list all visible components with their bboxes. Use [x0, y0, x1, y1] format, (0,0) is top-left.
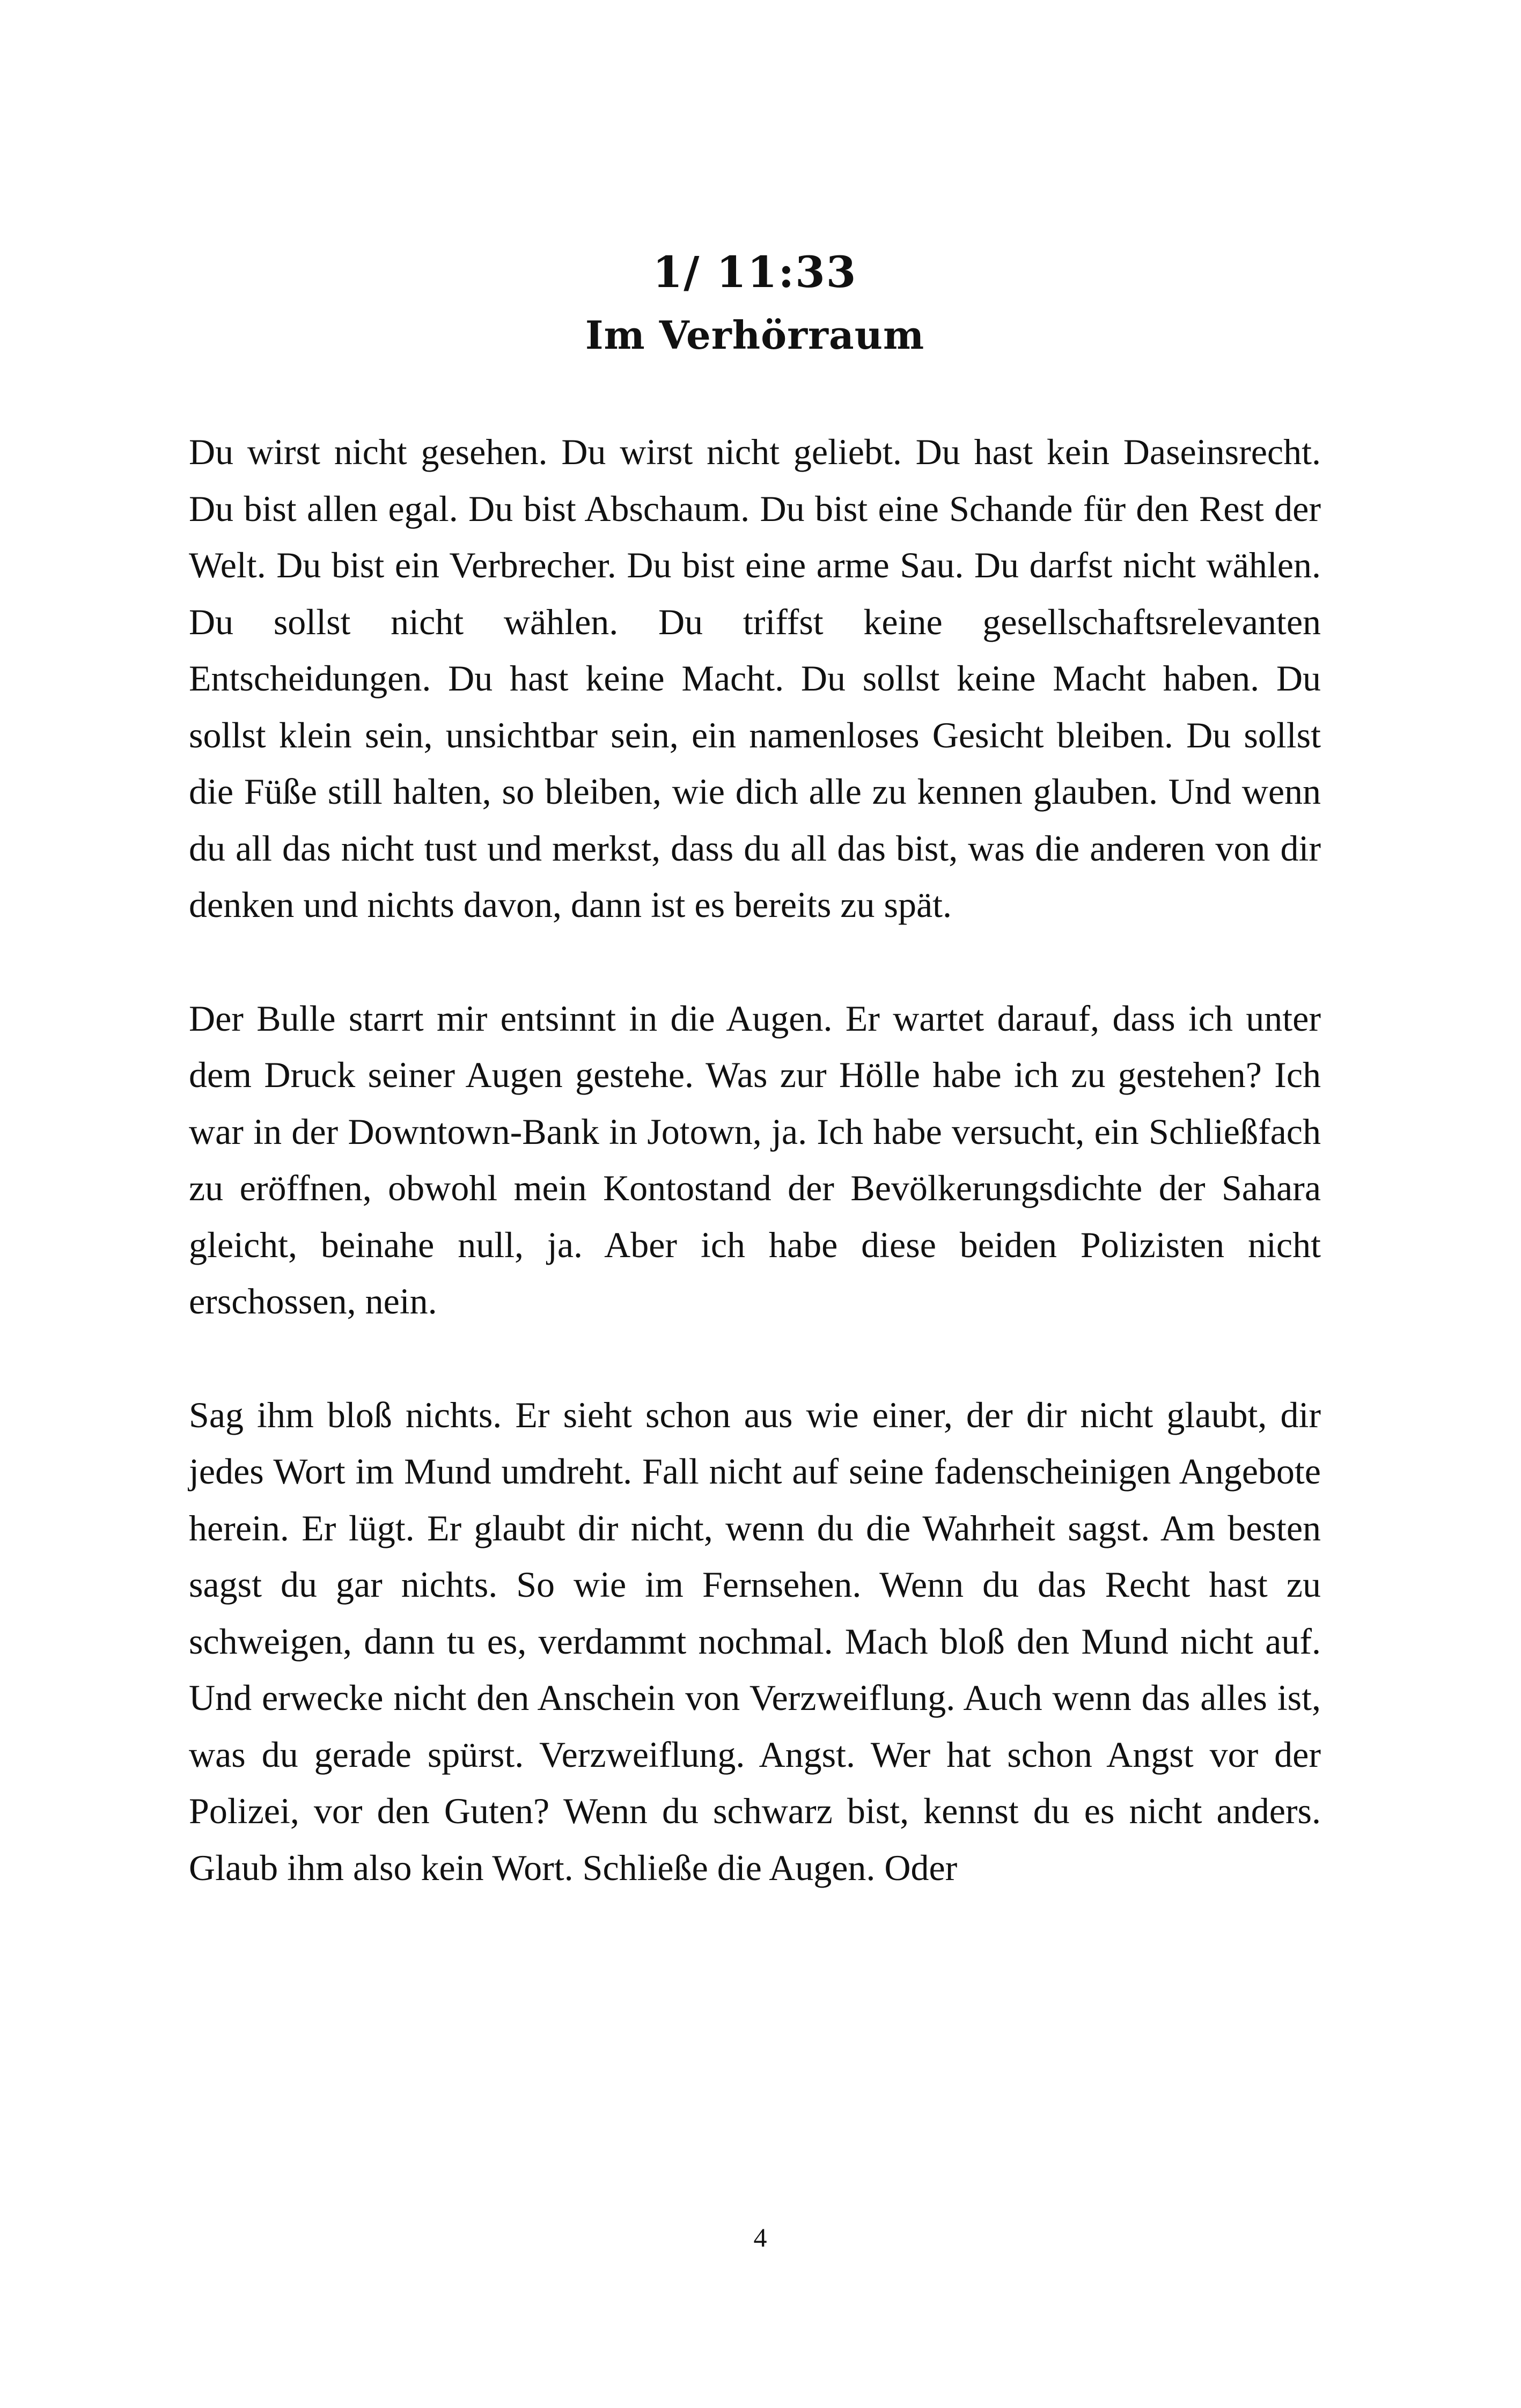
body-text	[189, 424, 1321, 1953]
paragraph-1: Du wirst nicht gesehen. Du wirst nicht geliebt. Du hast kein Daseinsrecht. Du bist allen egal. Du bist Abschaum. Du bist eine Schande für den Rest der Welt. Du bist ein Verbrecher. Du bist eine arme Sau. Du darfst nicht wählen. Du sollst nicht wählen. Du triffst keine gesellschaftsrelevanten Entscheidungen. Du hast keine Macht. Du sollst keine Macht haben. Du sollst klein sein, unsichtbar sein, ein namenloses Gesicht bleiben. Du sollst die Füße still halten, so bleiben, wie dich alle zu kennen glauben. Und wenn du all das nicht tust und merkst, dass du all das bist, was die anderen von dir denken und nichts davon, dann ist es bereits zu spät.	[189, 431, 1321, 925]
chapter-number: 1/ 11:33	[652, 247, 857, 297]
paragraph-3: Sag ihm bloß nichts. Er sieht schon aus wie einer, der dir nicht glaubt, dir jedes Wort im Mund umdreht. Fall nicht auf seine fadenscheinigen Angebote herein. Er lügt. Er glaubt dir nicht, wenn du die Wahrheit sagst. Am besten sagst du gar nichts. So wie im Fernsehen. Wenn du das Recht hast zu schweigen, dann tu es, verdammt nochmal. Mach bloß den Mund nicht auf. Und erwecke nicht den Anschein von Verzweiflung. Auch wenn das alles ist, was du gerade spürst. Verzweiflung. Angst. Wer hat schon Angst vor der Polizei, vor den Guten? Wenn du schwarz bist, kennst du es nicht anders. Glaub ihm also kein Wort. Schließe die Augen. Oder	[189, 1394, 1321, 1888]
chapter-title: Im Verhörraum	[585, 312, 925, 358]
paragraph-2: Der Bulle starrt mir entsinnt in die Augen. Er wartet darauf, dass ich unter dem Druck seiner Augen gestehe. Was zur Hölle habe ich zu gestehen? Ich war in der Downtown-Bank in Jotown, ja. Ich habe versucht, ein Schließfach zu eröffnen, obwohl mein Kontostand der Bevölkerungsdichte der Sahara gleicht, beinahe null, ja. Aber ich habe diese beiden Polizisten nicht erschossen, nein.	[189, 997, 1321, 1322]
page-number: 4	[753, 2222, 767, 2252]
